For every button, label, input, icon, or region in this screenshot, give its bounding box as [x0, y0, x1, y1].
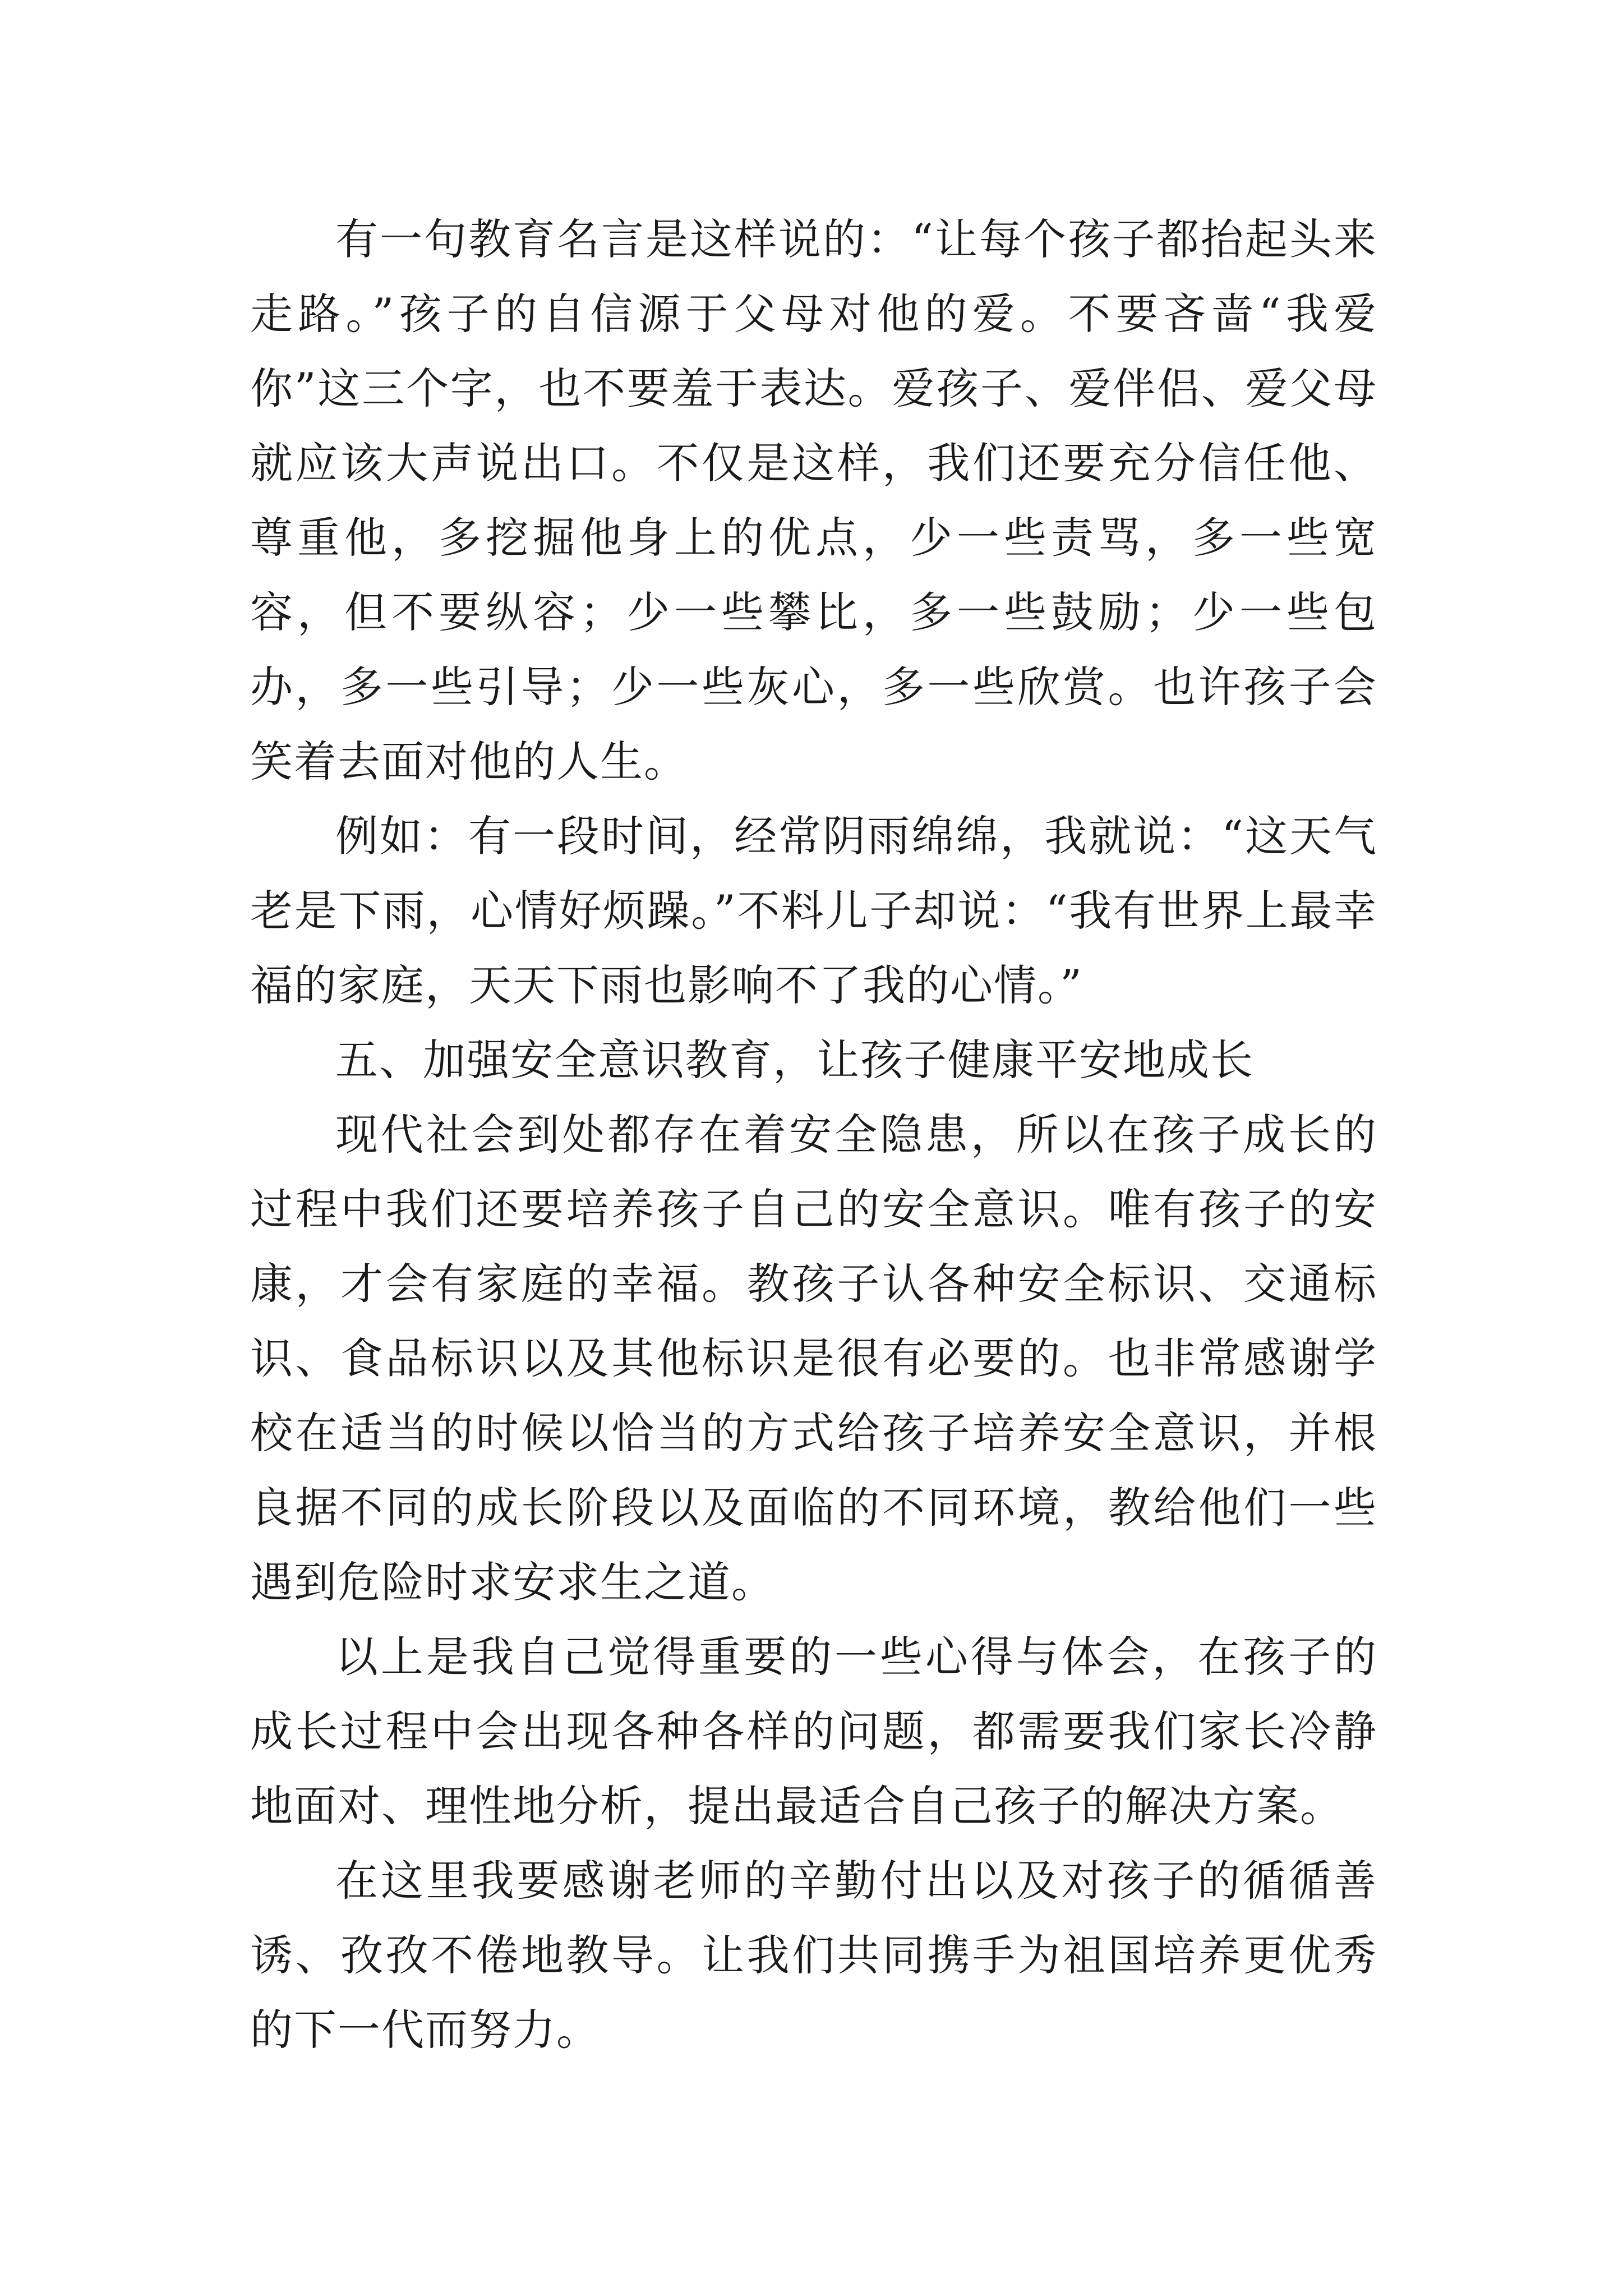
paragraph-summary: 以上是我自己觉得重要的一些心得与体会，在孩子的成长过程中会出现各种各样的问题，都需要我们家长冷静地面对、理性地分析，提出最适合自己孩子的解决方案。 — [250, 1632, 1377, 1831]
paragraph-thanks: 在这里我要感谢老师的辛勤付出以及对孩子的循循善诱、孜孜不倦地教导。让我们共同携手为祖国培养更优秀的下一代而努力。 — [250, 1856, 1377, 2055]
section-heading-safety: 五、加强安全意识教育，让孩子健康平安地成长 — [335, 1035, 1254, 1085]
document-body — [250, 202, 1377, 2067]
paragraph-example: 例如：有一段时间，经常阴雨绵绵，我就说：“这天气老是下雨，心情好烦躁。”不料儿子却说：“我有世界上最幸福的家庭，天天下雨也影响不了我的心情。” — [250, 811, 1377, 1010]
paragraph-self-confidence: 有一句教育名言是这样说的：“让每个孩子都抬起头来走路。”孩子的自信源于父母对他的爱。不要吝啬“我爱你”这三个字，也不要羞于表达。爱孩子、爱伴侣、爱父母就应该大声说出口。不仅是这样，我们还要充分信任他、尊重他，多挖掘他身上的优点，少一些责骂，多一些宽容，但不要纵容；少一些攀比，多一些鼓励；少一些包办，多一些引导；少一些灰心，多一些欣赏。也许孩子会笑着去面对他的人生。 — [250, 214, 1377, 786]
paragraph-safety: 现代社会到处都存在着安全隐患，所以在孩子成长的过程中我们还要培养孩子自己的安全意识。唯有孩子的安康，才会有家庭的幸福。教孩子认各种安全标识、交通标识、食品标识以及其他标识是很有必要的。也非常感谢学校在适当的时候以恰当的方式给孩子培养安全意识，并根良据不同的成长阶段以及面临的不同环境，教给他们一些遇到危险时求安求生之道。 — [250, 1110, 1377, 1607]
